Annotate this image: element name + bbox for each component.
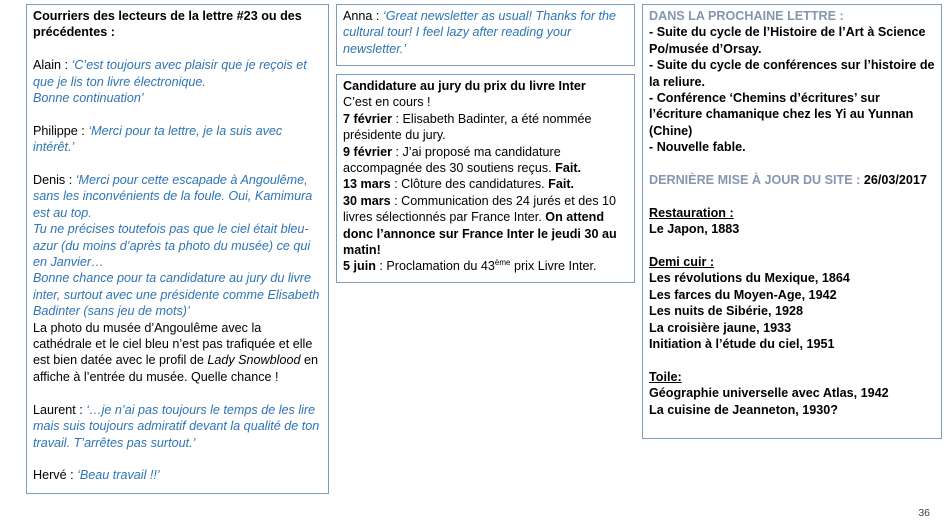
jury-text-5a: : Proclamation du 43: [375, 259, 495, 274]
next-item-2: - Suite du cycle de conférences sur l’histoire de la reliure.: [649, 58, 935, 89]
anna-message: ‘Great newsletter as usual! Thanks for the cultural tour! I feel lazy after reading your newsletter.’: [343, 9, 617, 56]
denis-name: Denis :: [33, 173, 76, 188]
toile-item: Géographie universelle avec Atlas, 1942: [649, 386, 889, 401]
jury-text-1: : Elisabeth Badinter, a été nommée présidente du jury.: [343, 111, 592, 143]
jury-step-3: [343, 176, 628, 192]
letter-laurent: [33, 402, 322, 451]
next-item-4: - Nouvelle fable.: [649, 140, 746, 155]
reader-letters-box: [26, 4, 329, 494]
demi-cuir-item: Initiation à l’étude du ciel, 1951: [649, 337, 835, 352]
site-update-date: 26/03/2017: [863, 173, 927, 188]
letter-denis: [33, 172, 322, 221]
reply-to-denis: [33, 320, 322, 386]
jury-step-2: [343, 144, 628, 177]
demi-cuir-item: Les farces du Moyen-Age, 1942: [649, 287, 837, 302]
anna-name: Anna :: [343, 9, 383, 23]
jury-date-1: 7 février: [343, 111, 393, 126]
letters-title: Courriers des lecteurs de la lettre #23 ou des précédentes :: [33, 9, 302, 40]
next-item-3: - Conférence ‘Chemins d’écritures’ sur l’écriture chamanique chez les Yi au Yunnan (Chine): [649, 91, 914, 138]
denis-message-1: ‘Merci pour cette escapade à Angoulême, sans les inconvénients de la foule. Oui, Kamimura est au top.: [33, 173, 313, 220]
jury-text-5b: prix Livre Inter.: [510, 259, 597, 274]
jury-text-4: : Communication des 24 jurés et des 10 livres sélectionnés par France Inter.: [343, 193, 617, 225]
jury-text-2: : J’ai proposé ma candidature accompagnée des 30 soutiens reçus.: [343, 144, 561, 176]
next-item-1: - Suite du cycle de l’Histoire de l’Art à Science Po/musée d’Orsay.: [649, 25, 926, 56]
site-update-label: DERNIÈRE MISE À JOUR DU SITE :: [649, 173, 864, 188]
jury-step-4: [343, 193, 628, 259]
demi-cuir-item: La croisière jaune, 1933: [649, 320, 792, 335]
letter-herve: [33, 467, 322, 483]
alain-message-2: Bonne continuation’: [33, 91, 144, 106]
jury-date-5: 5 juin: [343, 259, 376, 274]
jury-date-2: 9 février: [343, 144, 393, 159]
letter-alain: [33, 57, 322, 90]
jury-text-3: : Clôture des candidatures.: [390, 177, 549, 192]
herve-message: ‘Beau travail !!’: [77, 468, 160, 483]
jury-candidature-box: [336, 74, 635, 283]
jury-superscript: ème: [494, 258, 511, 268]
demi-cuir-item: Les nuits de Sibérie, 1928: [649, 304, 803, 319]
demi-cuir-item: Les révolutions du Mexique, 1864: [649, 271, 850, 286]
letter-philippe: [33, 123, 322, 156]
jury-date-3: 13 mars: [343, 177, 391, 192]
jury-title: Candidature au jury du prix du livre Inter: [343, 79, 586, 93]
anna-letter-box: [336, 4, 635, 66]
page-number: 36: [918, 507, 930, 519]
next-letter-heading: DANS LA PROCHAINE LETTRE :: [649, 9, 844, 23]
laurent-message: ‘…je n’ai pas toujours le temps de les lire mais suis toujours admiratif devant la qualité de ton travail. T’arrêtes pas surtout.’: [33, 402, 320, 450]
herve-name: Hervé :: [33, 468, 78, 483]
restauration-title: Restauration :: [649, 205, 734, 220]
jury-date-4: 30 mars: [343, 193, 391, 208]
reply-text-a: La photo du musée d’Angoulême avec la cathédrale et le ciel bleu n’est pas trafiquée et elle est bien datée avec le profil de: [33, 320, 313, 368]
jury-status-2: Fait.: [555, 161, 582, 176]
philippe-name: Philippe :: [33, 123, 89, 138]
demi-cuir-title: Demi cuir :: [649, 255, 715, 270]
jury-step-5: [343, 258, 628, 274]
restauration-item: Le Japon, 1883: [649, 222, 740, 237]
site-update: [649, 172, 935, 188]
toile-item: La cuisine de Jeanneton, 1930?: [649, 402, 838, 417]
letter-anna: [343, 8, 628, 57]
alain-message: ‘C’est toujours avec plaisir que je reçois et que je lis ton livre électronique.: [33, 58, 307, 89]
alain-name: Alain :: [33, 58, 72, 73]
denis-message-2: Tu ne précises toutefois pas que le ciel était bleu-azur (du moins d’après ta photo du musée) ce qui en Janvier…: [33, 222, 311, 270]
jury-step-1: [343, 111, 628, 144]
jury-intro: C’est en cours !: [343, 95, 431, 110]
reply-text-b: en affiche à l’entrée du musée. Quelle chance !: [33, 353, 318, 384]
philippe-message: ‘Merci pour ta lettre, je la suis avec intérêt.’: [33, 123, 283, 155]
jury-status-4: On attend donc l’annonce sur France Inter le jeudi 30 au matin!: [343, 210, 617, 258]
toile-title: Toile:: [649, 369, 682, 384]
jury-status-3: Fait.: [548, 177, 575, 192]
laurent-name: Laurent :: [33, 402, 87, 417]
reply-italic: Lady Snowblood: [207, 353, 301, 368]
denis-message-3: Bonne chance pour ta candidature au jury du livre inter, surtout avec une présidente comme Elisabeth Badinter (sans jeu de mots)’: [33, 271, 320, 319]
next-letter-box: [642, 4, 942, 439]
